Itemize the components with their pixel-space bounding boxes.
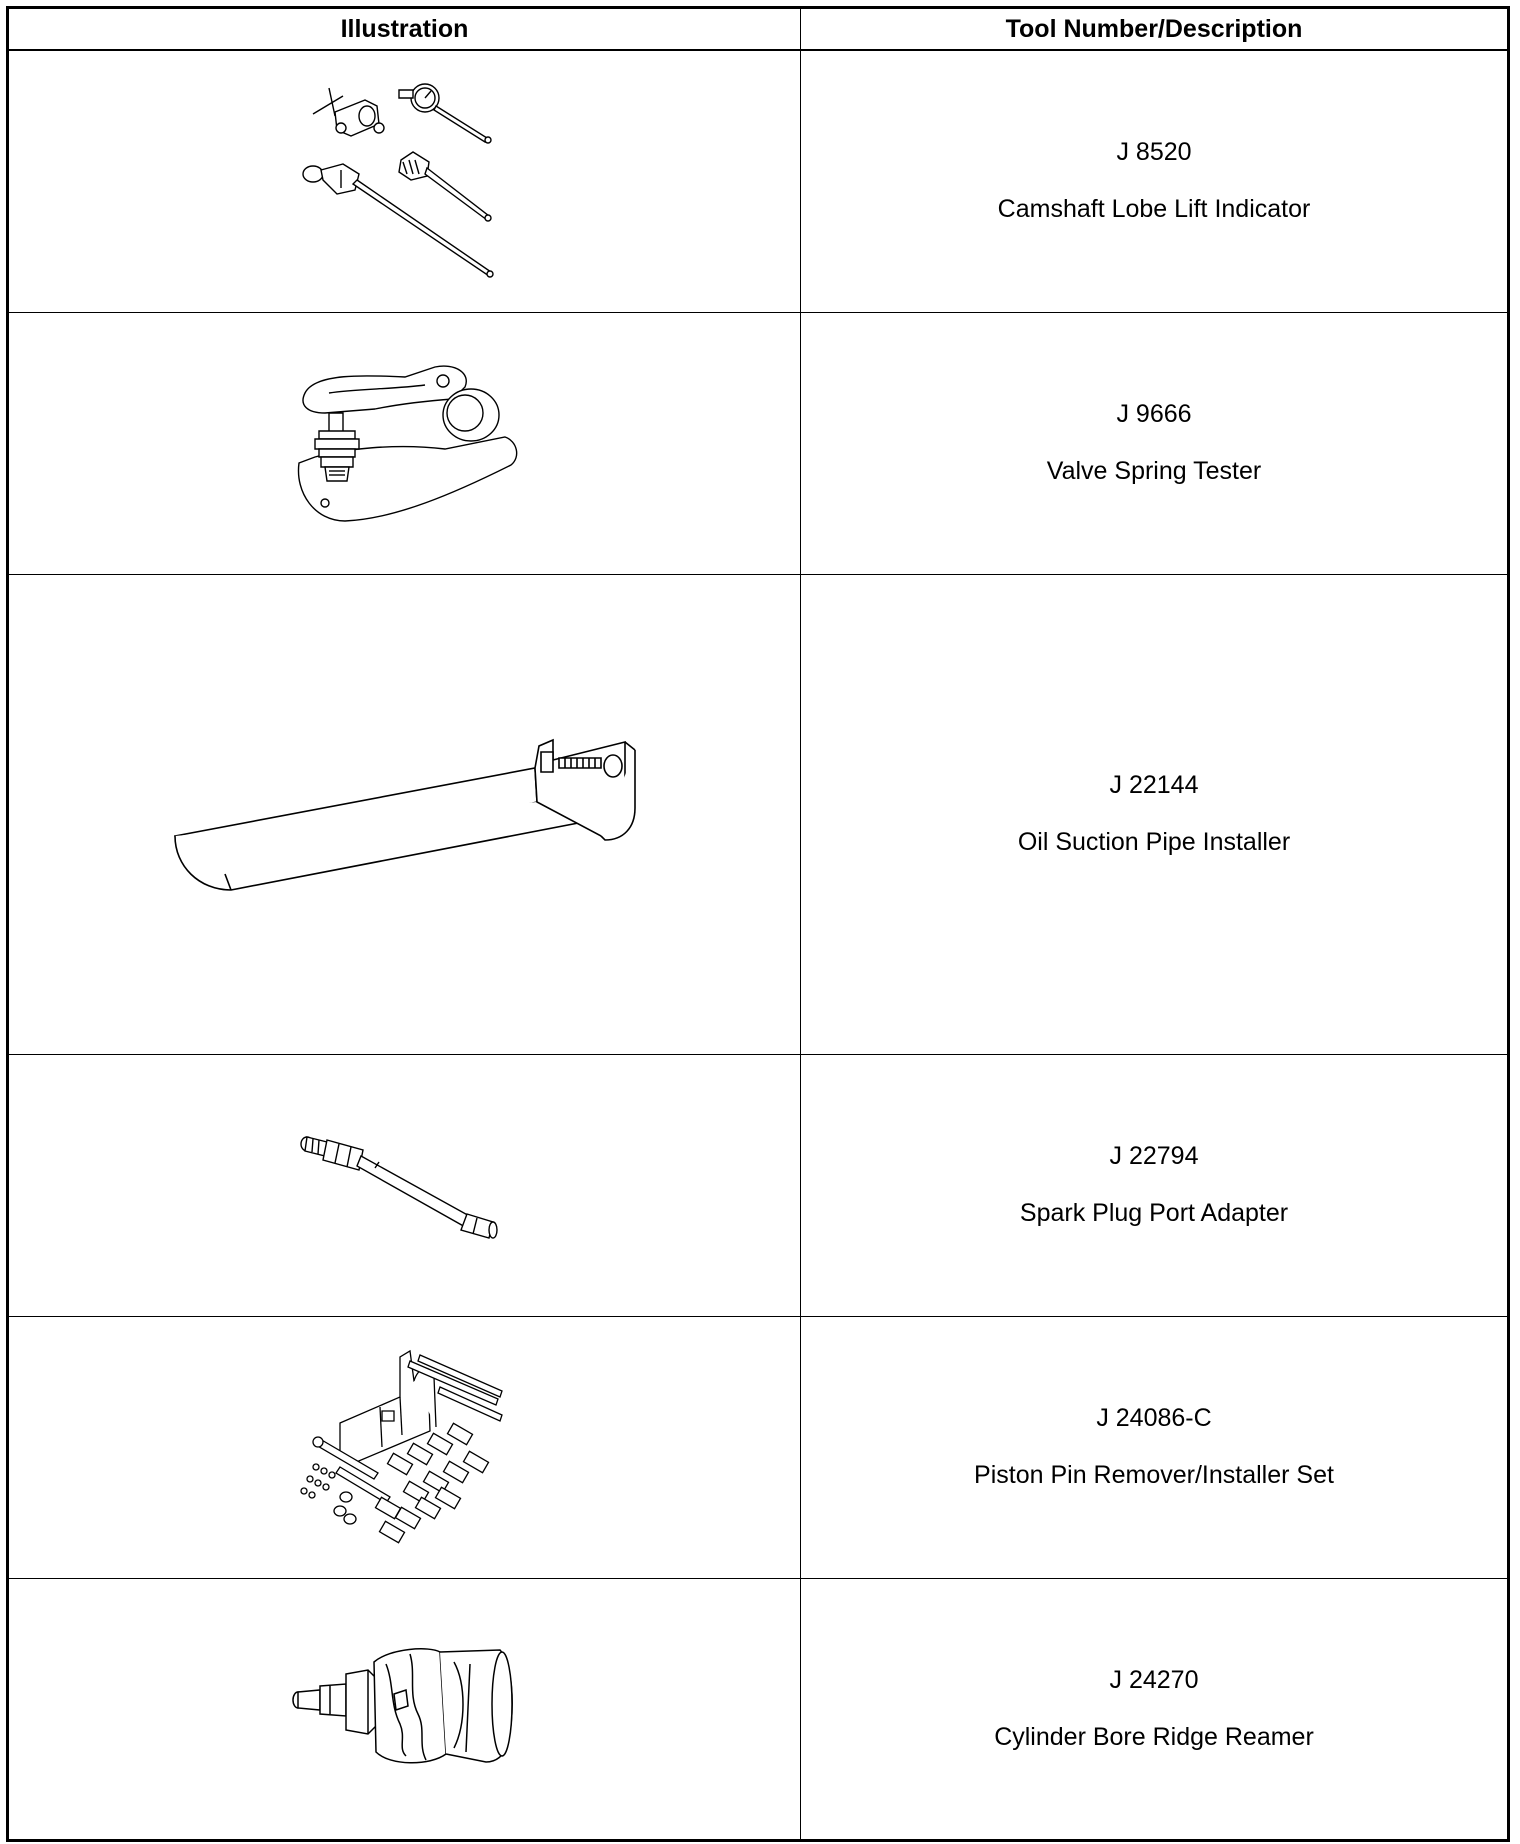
spark-plug-port-adapter-icon <box>295 1130 515 1240</box>
table-row <box>8 574 1509 1054</box>
tool-description-cell <box>801 50 1509 312</box>
tool-description: Camshaft Lobe Lift Indicator <box>997 195 1311 224</box>
illustration-cell <box>8 1578 801 1840</box>
piston-pin-remover-installer-set-icon <box>290 1347 520 1547</box>
tool-description-cell <box>801 574 1509 1054</box>
table-row <box>8 312 1509 574</box>
oil-suction-pipe-installer-icon <box>165 704 645 924</box>
tool-description: Oil Suction Pipe Installer <box>1017 828 1291 856</box>
tool-description: Cylinder Bore Ridge Reamer <box>994 1722 1314 1751</box>
tool-description: Spark Plug Port Adapter <box>1019 1199 1289 1227</box>
tool-description-cell <box>801 312 1509 574</box>
table-row <box>8 1316 1509 1578</box>
tool-column-header: Tool Number/Description <box>801 8 1509 51</box>
special-tools-table <box>6 6 1510 1842</box>
tool-description: Valve Spring Tester <box>1046 457 1262 485</box>
tool-number: J 24086-C <box>1096 1404 1212 1432</box>
tool-description-cell <box>801 1316 1509 1578</box>
camshaft-lobe-lift-indicator-icon <box>295 76 515 286</box>
valve-spring-tester-icon <box>285 353 525 533</box>
tool-number: J 8520 <box>1116 138 1192 167</box>
table-row <box>8 1578 1509 1840</box>
illustration-cell <box>8 1316 801 1578</box>
tool-number: J 24270 <box>1109 1665 1199 1694</box>
table-row <box>8 1054 1509 1316</box>
table-row <box>8 50 1509 312</box>
tool-description: Piston Pin Remover/Installer Set <box>974 1461 1334 1489</box>
tool-number: J 22144 <box>1109 771 1199 799</box>
header-row <box>8 8 1509 51</box>
illustration-cell <box>8 312 801 574</box>
tool-number: J 9666 <box>1116 400 1192 428</box>
illustration-cell <box>8 1054 801 1316</box>
illustration-cell <box>8 574 801 1054</box>
cylinder-bore-ridge-reamer-icon <box>290 1644 520 1774</box>
tool-description-cell <box>801 1054 1509 1316</box>
illustration-column-header: Illustration <box>8 8 801 51</box>
illustration-cell <box>8 50 801 312</box>
tool-number: J 22794 <box>1109 1142 1199 1170</box>
tool-description-cell <box>801 1578 1509 1840</box>
